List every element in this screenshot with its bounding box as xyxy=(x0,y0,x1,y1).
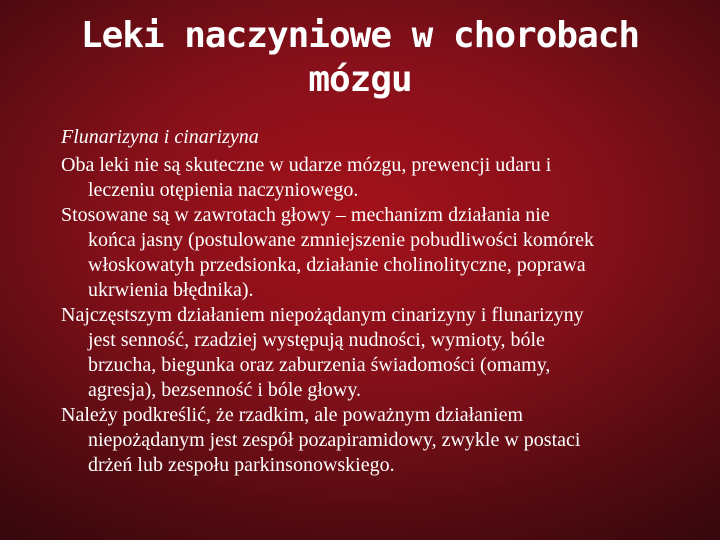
paragraph-line: leczeniu otępienia naczyniowego. xyxy=(88,179,359,201)
paragraph-line: agresja), bezsenność i bóle głowy. xyxy=(88,379,362,401)
paragraph-line: końca jasny (postulowane zmniejszenie pobudliwości komórek xyxy=(88,229,594,251)
slide-title xyxy=(20,14,700,102)
slide-subtitle: Flunarizyna i cinarizyna xyxy=(61,126,259,148)
paragraph-line: niepożądanym jest zespół pozapiramidowy, zwykle w postaci xyxy=(88,429,581,451)
paragraph-line: Stosowane są w zawrotach głowy – mechanizm działania nie xyxy=(61,204,550,226)
paragraph xyxy=(61,403,701,478)
paragraph-line: Oba leki nie są skuteczne w udarze mózgu, prewencji udaru i xyxy=(61,154,552,176)
paragraph xyxy=(61,303,701,403)
paragraph-line: włoskowatyh przedsionka, działanie cholinolityczne, poprawa xyxy=(88,254,586,276)
paragraph-line: jest senność, rzadziej występują nudności, wymioty, bóle xyxy=(88,329,545,351)
slide-title-line: Leki naczyniowe w chorobach xyxy=(80,15,640,56)
paragraph xyxy=(61,153,701,203)
slide-body xyxy=(61,125,701,478)
paragraph-line: drżeń lub zespołu parkinsonowskiego. xyxy=(88,454,395,476)
paragraph xyxy=(61,203,701,303)
slide-title-line: mózgu xyxy=(308,59,412,100)
paragraph-line: Najczęstszym działaniem niepożądanym cinarizyny i flunarizyny xyxy=(61,304,584,326)
paragraph-line: brzucha, biegunka oraz zaburzenia świadomości (omamy, xyxy=(88,354,551,376)
paragraph-line: ukrwienia błędnika). xyxy=(88,279,254,301)
paragraph-line: Należy podkreślić, że rzadkim, ale poważnym działaniem xyxy=(61,404,524,426)
